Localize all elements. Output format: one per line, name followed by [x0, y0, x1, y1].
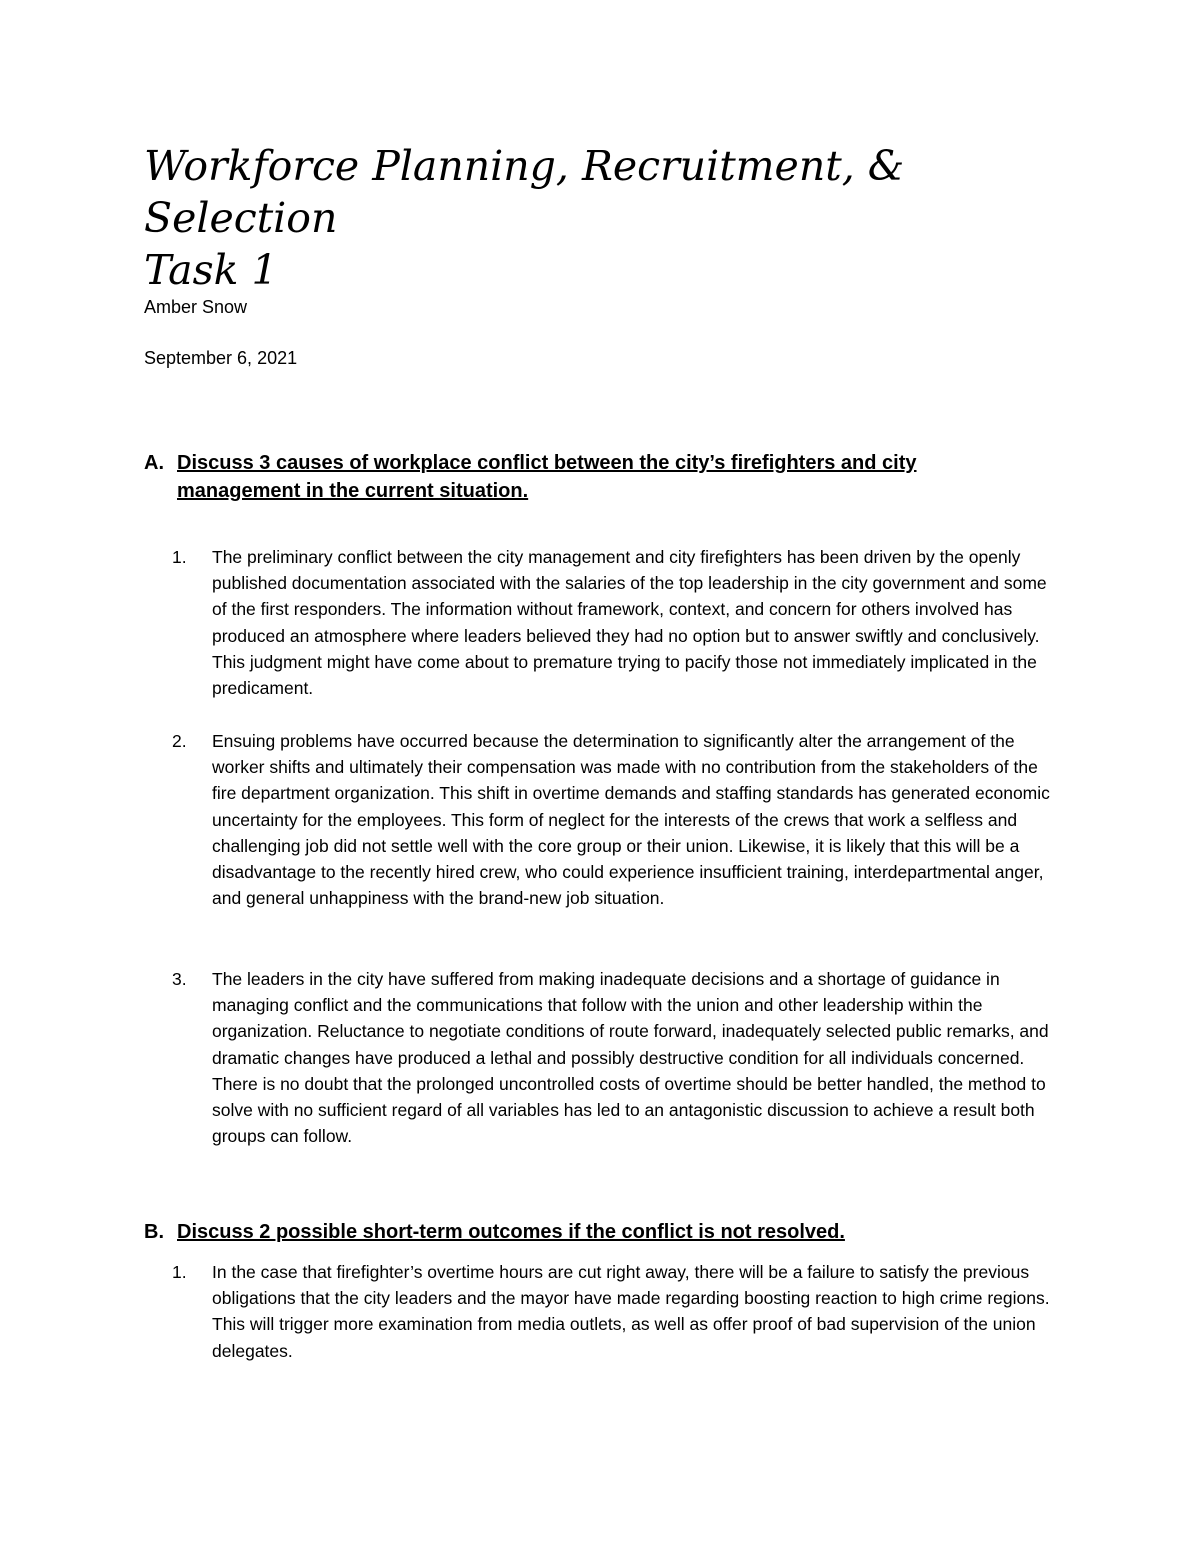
- section-heading-text: Discuss 3 causes of workplace conflict between the city’s firefighters and city management in the current situation.: [177, 452, 917, 502]
- section-b-list: [144, 1259, 1064, 1364]
- list-item: [144, 728, 1064, 911]
- item-number: 3.: [172, 969, 187, 989]
- title-line-1: Workforce Planning, Recruitment, & Selection: [144, 142, 905, 242]
- section-letter: A.: [144, 452, 164, 474]
- section-a-list-2: [144, 728, 1064, 911]
- title-line-2: Task 1: [144, 246, 278, 294]
- item-text: Ensuing problems have occurred because the determination to significantly alter the arrangement of the worker shifts and ultimately their compensation was made with no contribution from the stakeholders of the fire department organization. This shift in overtime demands and staffing standards has generated economic uncertainty for the employees. This form of neglect for the interests of the crews that work a selfless and challenging job did not settle well with the core group or their union. Likewise, it is likely that this will be a disadvantage to the recently hired crew, who could experience insufficient training, interdepartmental anger, and general unhappiness with the brand-new job situation.: [212, 731, 1050, 909]
- item-text: The preliminary conflict between the city management and city firefighters has been driven by the openly published documentation associated with the salaries of the top leadership in the city government and some of the first responders. The information without framework, context, and concern for others involved has produced an atmosphere where leaders believed they had no option but to answer swiftly and conclusively. This judgment might have come about to premature trying to pacify those not immediately implicated in the predicament.: [212, 547, 1047, 699]
- document-date: September 6, 2021: [144, 348, 298, 368]
- section-letter: B.: [144, 1221, 164, 1243]
- section-a-heading: [144, 449, 1044, 505]
- section-heading-text: Discuss 2 possible short-term outcomes if the conflict is not resolved.: [177, 1221, 845, 1243]
- document-title: [144, 140, 1104, 296]
- item-text: The leaders in the city have suffered from making inadequate decisions and a shortage of guidance in managing conflict and the communications that follow with the union and other leadership within the organization. Reluctance to negotiate conditions of route forward, inadequately selected public remarks, and dramatic changes have produced a lethal and possibly destructive condition for all individuals concerned. There is no doubt that the prolonged uncontrolled costs of overtime should be better handled, the method to solve with no sufficient regard of all variables has led to an antagonistic discussion to achieve a result both groups can follow.: [212, 969, 1049, 1147]
- item-number: 1.: [172, 1262, 187, 1282]
- section-a-list: [144, 544, 1064, 701]
- item-number: 1.: [172, 547, 187, 567]
- item-number: 2.: [172, 731, 187, 751]
- section-b-heading: [144, 1218, 1044, 1246]
- list-item: [144, 966, 1064, 1149]
- item-text: In the case that firefighter’s overtime hours are cut right away, there will be a failure to satisfy the previous obligations that the city leaders and the mayor have made regarding boosting reaction to high crime regions. This will trigger more examination from media outlets, as well as offer proof of bad supervision of the union delegates.: [212, 1262, 1050, 1361]
- list-item: [144, 1259, 1064, 1364]
- section-a-list-3: [144, 966, 1064, 1149]
- list-item: [144, 544, 1064, 701]
- author-name: Amber Snow: [144, 297, 248, 317]
